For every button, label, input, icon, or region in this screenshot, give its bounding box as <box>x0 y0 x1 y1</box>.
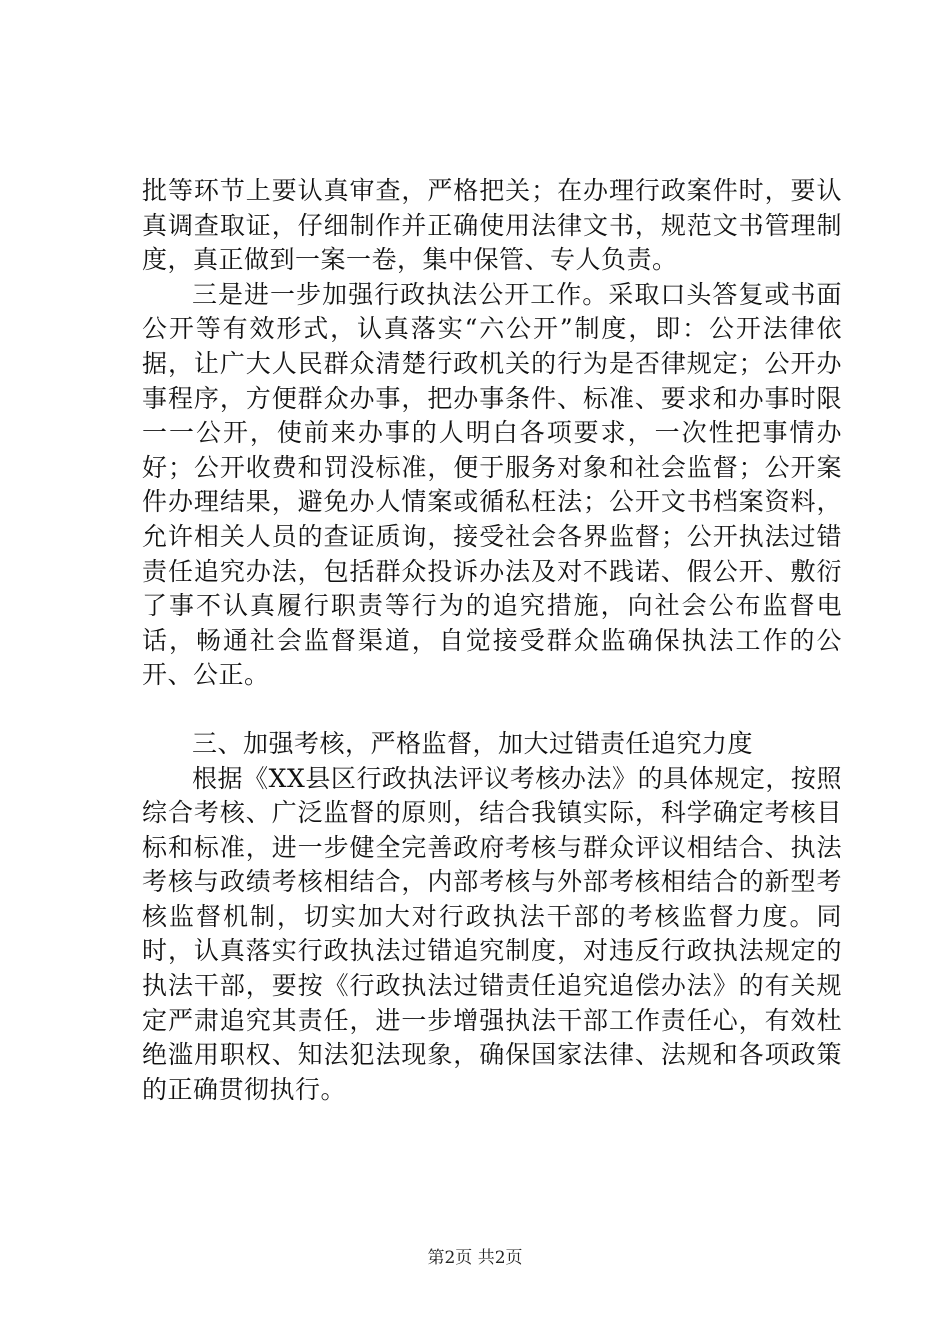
page-number-footer: 第2页 共2页 <box>427 1248 523 1268</box>
paragraph-gap <box>142 693 842 727</box>
section-heading: 三、加强考核，严格监督，加大过错责任追究力度 <box>192 728 754 758</box>
paragraph-disclosure: 三是进一步加强行政执法公开工作。采取口头答复或书面公开等有效形式，认真落实“六公开”制度，即：公开法律依据，让广大人民群众清楚行政机关的行为是否律规定；公开办事程序，方便群众办事，把办事条件、标准、要求和办事时限一一公开，使前来办事的人明白各项要求，一次性把事情办好；公开收费和罚没标准，便于服务对象和社会监督；公开案件办理结果，避免办人情案或循私枉法；公开文书档案资料，允许相关人员的查证质询，接受社会各界监督；公开执法过错责任追究办法，包括群众投诉办法及对不践诺、假公开、敷衍了事不认真履行职责等行为的追究措施，向社会公布监督电话，畅通社会监督渠道，自觉接受群众监确保执法工作的公开、公正。 <box>142 279 842 690</box>
paragraph-assessment: 根据《XX县区行政执法评议考核办法》的具体规定，按照综合考核、广泛监督的原则，结合我镇实际，科学确定考核目标和标准，进一步健全完善政府考核与群众评议相结合、执法考核与政绩考核相结合，内部考核与外部考核相结合的新型考核监督机制，切实加大对行政执法干部的考核监督力度。同时，认真落实行政执法过错追究制度，对违反行政执法规定的执法干部，要按《行政执法过错责任追究追偿办法》的有关规定严肃追究其责任，进一步增强执法干部工作责任心，有效杜绝滥用职权、知法犯法现象，确保国家法律、法规和各项政策的正确贯彻执行。 <box>142 763 842 1104</box>
paragraph-continuation: 批等环节上要认真审查，严格把关；在办理行政案件时，要认真调查取证，仔细制作并正确使用法律文书，规范文书管理制度，真正做到一案一卷，集中保管、专人负责。 <box>142 176 842 275</box>
document-body <box>142 174 842 1107</box>
